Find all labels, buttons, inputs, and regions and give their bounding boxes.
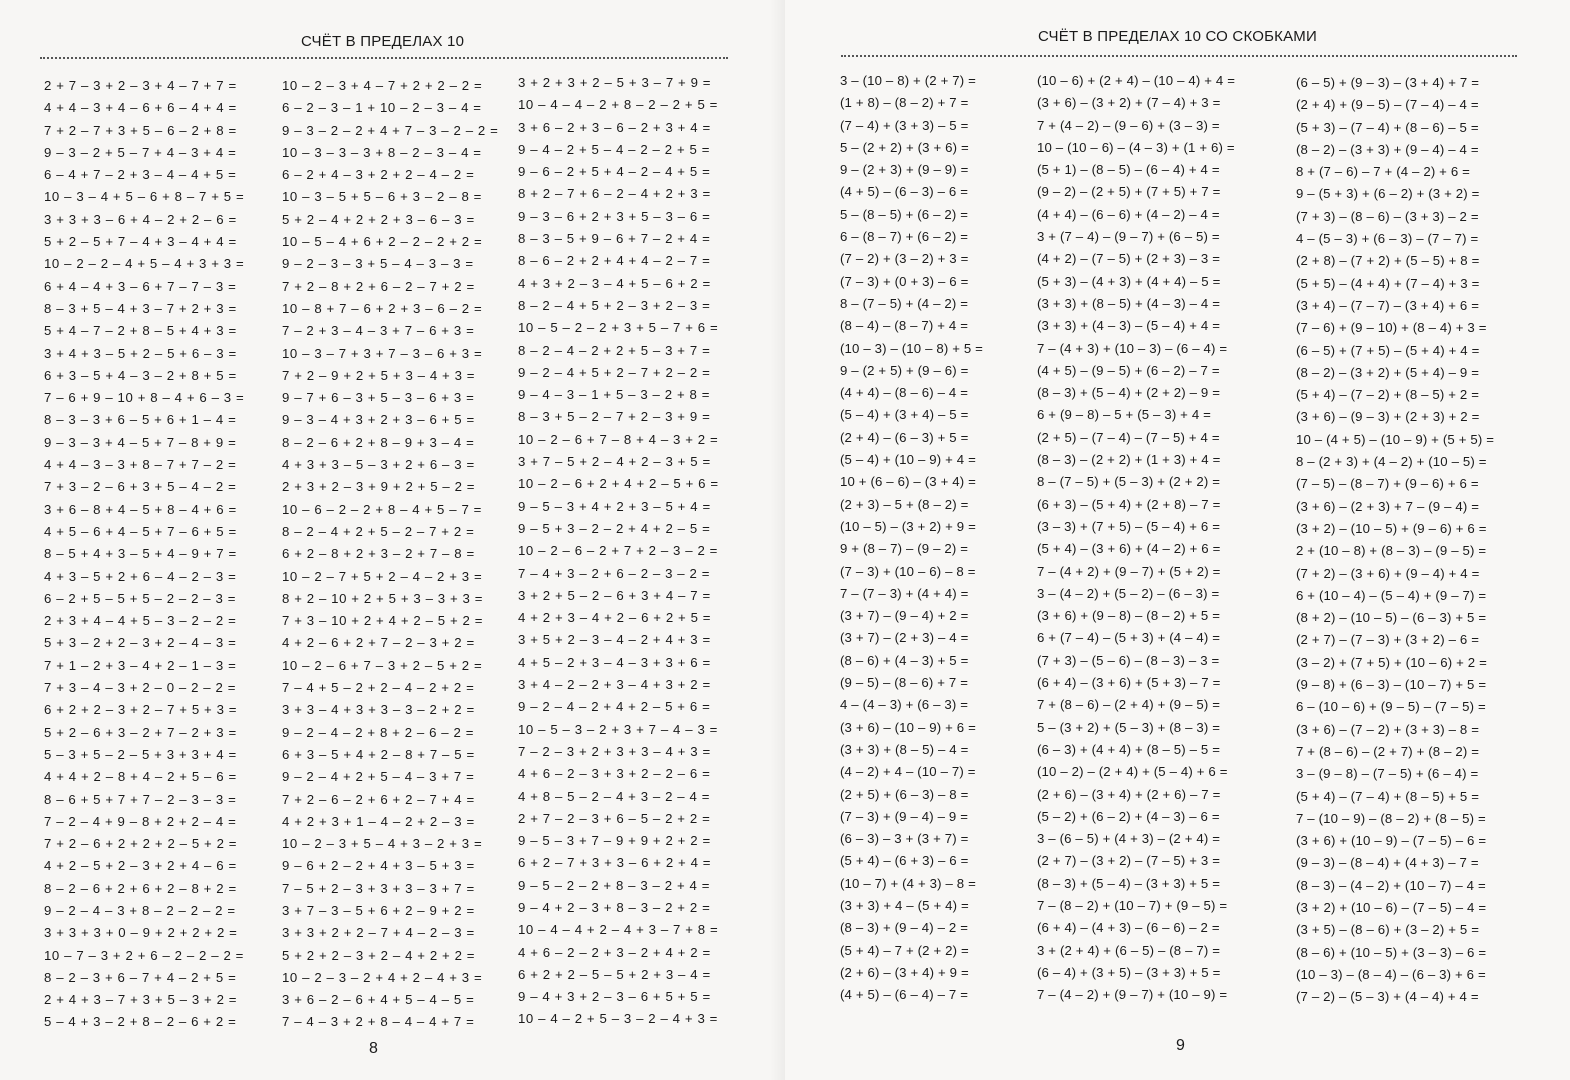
exercise-item: (9 – 2) – (2 + 5) + (7 + 5) + 7 = [1037,184,1221,200]
exercise-item: (7 – 3) + (10 – 6) – 8 = [840,563,976,579]
exercise-item: (3 + 7) – (9 – 4) + 2 = [840,608,969,624]
exercise-item: 7 + 3 – 2 – 6 + 3 + 5 – 4 – 2 = [44,479,237,495]
exercise-item: 10 – (4 + 5) – (10 – 9) + (5 + 5) = [1296,431,1495,447]
exercise-item: 7 + (4 – 2) – (9 – 6) + (3 – 3) = [1037,117,1220,133]
exercise-item: 10 – 3 – 3 – 3 + 8 – 2 – 3 – 4 = [282,144,482,160]
exercise-item: 3 + 7 – 3 – 5 + 6 + 2 – 9 + 2 = [282,902,475,918]
exercise-item: 4 + 4 – 3 + 4 – 6 + 6 – 4 + 4 = [44,100,237,116]
page-number: 9 [1176,1037,1185,1054]
exercise-item: 4 + 2 – 6 + 2 + 7 – 2 – 3 + 2 = [282,635,475,651]
exercise-item: 3 + 3 – 4 + 3 + 3 – 3 – 2 + 2 = [282,702,475,718]
exercise-item: 8 – 3 – 5 + 9 – 6 + 7 – 2 + 4 = [518,231,711,247]
exercise-item: 4 – (5 – 3) + (6 – 3) – (7 – 7) = [1296,231,1479,247]
exercise-item: (7 – 6) + (9 – 10) + (8 – 4) + 3 = [1296,320,1487,336]
exercise-item: (5 – 4) + (10 – 9) + 4 = [840,452,976,468]
exercise-item: 10 – 5 – 3 – 2 + 3 + 7 – 4 – 3 = [518,721,718,737]
exercise-item: (5 – 4) + (3 + 4) – 5 = [840,407,969,423]
exercise-item: 6 – 2 + 4 – 3 + 2 + 2 – 4 – 2 = [282,167,475,183]
exercise-item: 9 – 2 – 4 + 5 + 2 – 7 + 2 – 2 = [518,364,711,380]
exercise-item: 10 – 2 – 7 + 5 + 2 – 4 – 2 + 3 = [282,568,483,584]
exercise-item: (4 + 4) – (8 – 6) – 4 = [840,385,969,401]
exercise-item: 8 – 2 – 6 + 2 + 6 + 2 – 8 + 2 = [44,880,237,896]
exercise-item: 9 – 2 – 4 – 2 + 8 + 2 – 6 – 2 = [282,724,475,740]
exercise-item: 9 – 7 + 6 – 3 + 5 – 3 – 6 + 3 = [282,390,475,406]
exercise-item: (7 – 4) + (3 + 3) – 5 = [840,117,969,133]
exercise-item: 3 + 3 + 3 – 6 + 4 – 2 + 2 – 6 = [44,211,237,227]
exercise-item: 6 + 4 – 4 + 3 – 6 + 7 – 7 – 3 = [44,278,237,294]
exercise-item: (3 + 6) – (9 – 3) + (2 + 3) + 2 = [1296,409,1480,425]
exercise-item: 3 + 6 – 8 + 4 – 5 + 8 – 4 + 6 = [44,501,237,517]
exercise-item: 7 + 2 – 6 – 2 + 6 + 2 – 7 + 4 = [282,791,475,807]
exercise-item: (2 + 5) – (7 – 4) – (7 – 5) + 4 = [1037,429,1220,445]
exercise-item: (7 + 2) – (3 + 6) + (9 – 4) + 4 = [1296,565,1480,581]
exercise-item: (5 + 4) – 7 + (2 + 2) = [840,942,969,958]
exercise-item: (10 – 3) – (10 – 8) + 5 = [840,340,984,356]
page-number: 8 [369,1040,378,1057]
exercise-item: 8 – 3 + 5 – 2 – 7 + 2 – 3 + 9 = [518,409,711,425]
exercise-item: (8 – 3) + (9 – 4) – 2 = [840,920,969,936]
exercise-item: 2 + 7 – 3 + 2 – 3 + 4 – 7 + 7 = [44,78,237,93]
exercise-item: 4 + 6 – 2 – 3 + 3 + 2 – 2 – 6 = [518,766,711,782]
exercise-item: (10 – 2) – (2 + 4) + (5 – 4) + 6 = [1037,764,1228,780]
dotted-divider [841,55,1517,57]
exercise-item: 10 – 5 – 4 + 6 + 2 – 2 – 2 + 2 = [282,234,483,250]
exercise-item: 7 – 5 + 2 – 3 + 3 + 3 – 3 + 7 = [282,880,475,896]
exercise-item: (3 + 3) + (8 – 5) + (4 – 3) – 4 = [1037,295,1221,311]
exercise-item: 7 – 2 + 3 – 4 – 3 + 7 – 6 + 3 = [282,323,475,339]
exercise-item: 10 – 4 – 2 + 5 – 3 – 2 – 4 + 3 = [518,1011,718,1027]
exercise-item: 9 – 3 – 2 + 5 – 7 + 4 – 3 + 4 = [44,144,237,160]
page-title: СЧЁТ В ПРЕДЕЛАХ 10 СО СКОБКАМИ [1038,28,1317,45]
exercise-item: 2 + 7 – 2 – 3 + 6 – 5 – 2 + 2 = [518,810,711,826]
exercise-item: 7 + 2 – 6 + 2 + 2 + 2 – 5 + 2 = [44,836,238,852]
exercise-item: 5 + 2 + 2 – 3 + 2 – 4 + 2 + 2 = [282,947,476,963]
exercise-item: 2 + 3 + 2 – 3 + 9 + 2 + 5 – 2 = [282,479,476,495]
exercise-item: 9 – (5 + 3) + (6 – 2) + (3 + 2) = [1296,186,1480,202]
exercise-item: 9 – (2 + 3) + (9 – 9) = [840,162,969,178]
exercise-item: 3 – (10 – 8) + (2 + 7) = [840,73,976,88]
exercise-item: (8 – 3) + (5 – 4) + (2 + 2) – 9 = [1037,385,1221,401]
exercise-item: (10 – 3) – (8 – 4) – (6 – 3) + 6 = [1296,966,1486,982]
exercise-item: 9 – (2 + 5) + (9 – 6) = [840,362,969,378]
exercise-item: 8 – 5 + 4 + 3 – 5 + 4 – 9 + 7 = [44,546,237,562]
exercise-item: 10 – 2 – 6 + 7 – 8 + 4 – 3 + 2 = [518,431,719,447]
exercise-item: 2 + (10 – 8) + (8 – 3) – (9 – 5) = [1296,543,1487,559]
exercise-item: 8 + 2 – 10 + 2 + 5 + 3 – 3 + 3 = [282,590,484,606]
exercise-item: 7 – 6 + 9 – 10 + 8 – 4 + 6 – 3 = [44,390,245,406]
exercise-item: (3 + 3) + (4 – 3) – (5 – 4) + 4 = [1037,318,1221,334]
exercise-item: 3 + 3 + 3 + 0 – 9 + 2 + 2 + 2 = [44,925,238,941]
exercise-item: (9 – 5) – (8 – 6) + 7 = [840,675,969,691]
exercise-column-3 [518,72,719,1031]
exercise-item: (3 + 3) + (8 – 5) – 4 = [840,741,969,757]
exercise-item: (3 + 6) – (3 + 2) + (7 – 4) + 3 = [1037,95,1221,111]
exercise-item: 8 – 3 + 5 – 4 + 3 – 7 + 2 + 3 = [44,300,237,316]
exercise-item: (10 – 5) – (3 + 2) + 9 = [840,518,976,534]
exercise-item: 3 + 6 – 2 – 6 + 4 + 5 – 4 – 5 = [282,992,475,1008]
exercise-item: 6 + (7 – 4) – (5 + 3) + (4 – 4) = [1037,630,1221,646]
exercise-item: 6 + 3 – 5 + 4 – 3 – 2 + 8 + 5 = [44,367,237,383]
exercise-item: 10 – 4 – 4 – 2 + 8 – 2 – 2 + 5 = [518,97,718,113]
exercise-item: 3 + 4 – 2 – 2 + 3 – 4 + 3 + 2 = [518,677,711,693]
exercise-item: 10 – 8 + 7 – 6 + 2 + 3 – 6 – 2 = [282,300,483,316]
exercise-item: 7 – (4 + 2) + (9 – 7) + (5 + 2) = [1037,563,1221,579]
exercise-item: 9 – 2 – 3 – 3 + 5 – 4 – 3 – 3 = [282,256,474,272]
exercise-item: 7 – 4 + 3 – 2 + 6 – 2 – 3 – 2 = [518,565,711,581]
exercise-item: 4 + 2 + 3 + 1 – 4 – 2 + 2 – 3 = [282,813,475,829]
exercise-item: 4 + 4 + 2 – 8 + 4 – 2 + 5 – 6 = [44,769,237,785]
dotted-divider [40,57,728,59]
exercise-item: 9 – 2 – 4 – 2 + 4 + 2 – 5 + 6 = [518,699,711,715]
exercise-column-1 [44,75,244,1034]
exercise-item: 9 – 3 – 4 + 3 + 2 + 3 – 6 + 5 = [282,412,475,428]
exercise-item: 6 + 2 – 7 + 3 + 3 – 6 + 2 + 4 = [518,855,712,871]
exercise-item: (7 + 3) – (5 – 6) – (8 – 3) – 3 = [1037,652,1220,668]
exercise-item: 6 + 2 + 2 – 5 – 5 + 2 + 3 – 4 = [518,966,711,982]
exercise-item: (5 + 5) – (4 + 4) + (7 – 4) + 3 = [1296,275,1480,291]
exercise-item: 3 + 5 + 2 – 3 – 4 – 2 + 4 + 3 = [518,632,711,648]
exercise-item: 10 – 3 – 7 + 3 + 7 – 3 – 6 + 3 = [282,345,483,361]
exercise-item: (5 + 4) – (7 – 2) + (8 – 5) + 2 = [1296,387,1480,403]
exercise-item: 8 – (2 + 3) + (4 – 2) + (10 – 5) = [1296,454,1487,470]
exercise-item: (8 – 2) – (3 + 2) + (5 + 4) – 9 = [1296,364,1480,380]
exercise-item: 4 + 4 – 3 – 3 + 8 – 7 + 7 – 2 = [44,457,237,473]
exercise-item: 9 + (8 – 7) – (9 – 2) = [840,541,969,557]
exercise-item: (6 – 4) + (3 + 5) – (3 + 3) + 5 = [1037,964,1221,980]
exercise-item: (4 + 5) – (9 – 5) + (6 – 2) – 7 = [1037,362,1220,378]
exercise-item: (3 + 4) – (7 – 7) – (3 + 4) + 6 = [1296,297,1480,313]
exercise-item: (2 + 5) + (6 – 3) – 8 = [840,786,969,802]
exercise-item: 6 – 2 + 5 – 5 + 5 – 2 – 2 – 3 = [44,590,237,606]
exercise-column-1 [840,70,983,1006]
exercise-item: 7 + 3 – 10 + 2 + 4 + 2 – 5 + 2 = [282,613,484,629]
exercise-item: 7 + 2 – 7 + 3 + 5 – 6 – 2 + 8 = [44,122,237,138]
exercise-item: (3 + 7) – (2 + 3) – 4 = [840,630,969,646]
exercise-item: 10 + (6 – 6) – (3 + 4) = [840,474,976,490]
exercise-column-2 [1037,70,1235,1006]
exercise-item: (4 – 2) + 4 – (10 – 7) = [840,764,976,780]
exercise-item: (9 – 3) – (8 – 4) + (4 + 3) – 7 = [1296,855,1479,871]
exercise-item: 9 – 6 + 2 – 2 + 4 + 3 – 5 + 3 = [282,858,475,874]
exercise-item: 5 + 4 – 7 – 2 + 8 – 5 + 4 + 3 = [44,323,237,339]
exercise-item: 3 + 6 – 2 + 3 – 6 – 2 + 3 + 4 = [518,119,711,135]
exercise-item: 6 + (10 – 4) – (5 – 4) + (9 – 7) = [1296,587,1487,603]
exercise-item: (5 + 4) – (6 + 3) – 6 = [840,853,969,869]
exercise-item: 8 + 2 – 7 + 6 – 2 – 4 + 2 + 3 = [518,186,711,202]
exercise-item: 8 – 2 – 6 + 2 + 8 – 9 + 3 – 4 = [282,434,475,450]
exercise-item: (2 + 7) – (7 – 3) + (3 + 2) – 6 = [1296,632,1480,648]
exercise-column-3 [1296,72,1494,1008]
exercise-item: 4 + 6 – 2 – 2 + 3 – 2 + 4 + 2 = [518,944,711,960]
exercise-item: 7 + (8 – 6) – (2 + 7) + (8 – 2) = [1296,743,1480,759]
exercise-item: (3 + 2) + (10 – 6) – (7 – 5) – 4 = [1296,899,1487,915]
exercise-item: 3 – (6 – 5) + (4 + 3) – (2 + 4) = [1037,831,1221,847]
page-title: СЧЁТ В ПРЕДЕЛАХ 10 [301,33,465,50]
exercise-item: 4 + 3 + 3 – 5 – 3 + 2 + 6 – 3 = [282,457,475,473]
exercise-item: 5 – (2 + 2) + (3 + 6) = [840,139,969,155]
exercise-item: 8 – 6 – 2 + 2 + 4 + 4 – 2 – 7 = [518,253,711,269]
exercise-item: 5 – (3 + 2) + (5 – 3) + (8 – 3) = [1037,719,1221,735]
exercise-item: 7 – 4 + 5 – 2 + 2 – 4 – 2 + 2 = [282,680,475,696]
exercise-item: 6 – 4 + 7 – 2 + 3 – 4 – 4 + 5 = [44,167,237,183]
exercise-item: (3 + 6) – (7 – 2) + (3 + 3) – 8 = [1296,721,1480,737]
exercise-item: 7 – (10 – 9) – (8 – 2) + (8 – 5) = [1296,810,1486,826]
exercise-item: (6 – 3) – 3 + (3 + 7) = [840,831,969,847]
exercise-item: 7 + 2 – 9 + 2 + 5 + 3 – 4 + 3 = [282,367,476,383]
exercise-item: 4 + 2 – 5 + 2 – 3 + 2 + 4 – 6 = [44,858,237,874]
exercise-item: 9 – 3 – 2 – 2 + 4 + 7 – 3 – 2 – 2 = [282,122,499,138]
exercise-item: 6 + (9 – 8) – 5 + (5 – 3) + 4 = [1037,407,1211,423]
exercise-item: 10 – 6 – 2 – 2 + 8 – 4 + 5 – 7 = [282,501,482,517]
exercise-item: (2 + 7) – (3 + 2) – (7 – 5) + 3 = [1037,853,1221,869]
exercise-item: 10 – 4 – 4 + 2 – 4 + 3 – 7 + 8 = [518,922,719,938]
exercise-item: 10 – 3 – 5 + 5 – 6 + 3 – 2 – 8 = [282,189,482,205]
exercise-item: 3 + 2 + 5 – 2 – 6 + 3 + 4 – 7 = [518,587,711,603]
exercise-item: 7 – 2 – 4 + 9 – 8 + 2 + 2 – 4 = [44,813,237,829]
exercise-item: (3 – 2) + (7 + 5) + (10 – 6) + 2 = [1296,654,1487,670]
exercise-item: 4 + 2 + 3 – 4 + 2 – 6 + 2 + 5 = [518,610,712,626]
exercise-item: (5 + 4) – (7 – 4) + (8 – 5) + 5 = [1296,788,1480,804]
exercise-item: 7 – (7 – 3) + (4 + 4) = [840,585,969,601]
exercise-item: 7 – 2 – 3 + 2 + 3 + 3 – 4 + 3 = [518,743,711,759]
exercise-item: (5 + 1) – (8 – 5) – (6 – 4) + 4 = [1037,162,1220,178]
exercise-item: 10 – 2 – 6 – 2 + 7 + 2 – 3 – 2 = [518,543,718,559]
exercise-item: 8 – 2 – 4 + 2 + 5 – 2 – 7 + 2 = [282,523,475,539]
exercise-item: (4 + 4) – (6 – 6) + (4 – 2) – 4 = [1037,206,1220,222]
exercise-item: (10 – 6) + (2 + 4) – (10 – 4) + 4 = [1037,73,1236,88]
exercise-item: 2 + 4 + 3 – 7 + 3 + 5 – 3 + 2 = [44,992,238,1008]
exercise-item: (7 – 2) – (5 – 3) + (4 – 4) + 4 = [1296,989,1479,1005]
exercise-item: 5 + 3 – 2 + 2 – 3 + 2 – 4 – 3 = [44,635,237,651]
exercise-item: (3 – 3) + (7 + 5) – (5 – 4) + 6 = [1037,518,1221,534]
exercise-item: 3 + (2 + 4) + (6 – 5) – (8 – 7) = [1037,942,1221,958]
exercise-item: (4 + 5) – (6 – 3) – 6 = [840,184,969,200]
exercise-item: 8 – 2 – 4 – 2 + 2 + 5 – 3 + 7 = [518,342,711,358]
exercise-item: 8 – 2 – 4 + 5 + 2 – 3 + 2 – 3 = [518,297,711,313]
exercise-item: 10 – 2 – 6 + 7 – 3 + 2 – 5 + 2 = [282,657,483,673]
exercise-item: (3 + 3) + 4 – (5 + 4) = [840,897,969,913]
exercise-item: 8 + (7 – 6) – 7 + (4 – 2) + 6 = [1296,164,1470,180]
exercise-item: 7 – (4 – 2) + (9 – 7) + (10 – 9) = [1037,987,1228,1003]
exercise-item: 3 + (7 – 4) – (9 – 7) + (6 – 5) = [1037,229,1220,245]
exercise-item: 8 – 2 – 3 + 6 – 7 + 4 – 2 + 5 = [44,969,237,985]
exercise-item: 10 – 2 – 3 + 5 – 4 + 3 – 2 + 3 = [282,836,483,852]
exercise-item: (2 + 8) – (7 + 2) + (5 – 5) + 8 = [1296,253,1480,269]
exercise-item: (8 – 2) – (3 + 3) + (9 – 4) – 4 = [1296,141,1479,157]
exercise-item: (2 + 6) – (3 + 4) + (2 + 6) – 7 = [1037,786,1221,802]
exercise-item: 2 + 3 + 4 – 4 + 5 – 3 – 2 – 2 = [44,613,237,629]
exercise-item: (4 + 5) – (6 – 4) – 7 = [840,987,969,1003]
exercise-item: 7 + 3 – 4 – 3 + 2 – 0 – 2 – 2 = [44,680,237,696]
exercise-item: 8 – (7 – 5) + (4 – 2) = [840,295,969,311]
exercise-item: 3 + 7 – 5 + 2 – 4 + 2 – 3 + 5 = [518,454,711,470]
exercise-item: (8 – 3) – (4 – 2) + (10 – 7) – 4 = [1296,877,1486,893]
exercise-item: 6 – 2 – 3 – 1 + 10 – 2 – 3 – 4 = [282,100,482,116]
exercise-item: 10 – 7 – 3 + 2 + 6 – 2 – 2 – 2 = [44,947,244,963]
exercise-item: 7 – (4 + 3) + (10 – 3) – (6 – 4) = [1037,340,1228,356]
exercise-item: (4 + 2) – (7 – 5) + (2 + 3) – 3 = [1037,251,1221,267]
exercise-item: (6 – 3) + (4 + 4) + (8 – 5) – 5 = [1037,741,1221,757]
exercise-item: 9 – 4 + 3 + 2 – 3 – 6 + 5 + 5 = [518,989,711,1005]
exercise-item: 9 – 4 – 3 – 1 + 5 – 3 – 2 + 8 = [518,387,711,403]
exercise-item: 8 – 6 + 5 + 7 + 7 – 2 – 3 – 3 = [44,791,237,807]
exercise-item: 7 + 2 – 8 + 2 + 6 – 2 – 7 + 2 = [282,278,475,294]
exercise-item: 7 + (8 – 6) – (2 + 4) + (9 – 5) = [1037,697,1221,713]
exercise-item: 6 – (8 – 7) + (6 – 2) = [840,229,969,245]
exercise-item: (3 + 5) – (8 – 6) + (3 – 2) + 5 = [1296,922,1480,938]
exercise-item: 6 + 2 + 2 – 3 + 2 – 7 + 5 + 3 = [44,702,238,718]
exercise-item: 5 – 3 + 5 – 2 – 5 + 3 + 3 + 4 = [44,746,237,762]
exercise-item: 9 – 5 – 3 + 4 + 2 + 3 – 5 + 4 = [518,498,711,514]
exercise-item: (10 – 7) + (4 + 3) – 8 = [840,875,976,891]
exercise-item: (7 – 5) – (8 – 7) + (9 – 6) + 6 = [1296,476,1479,492]
exercise-item: (9 – 8) + (6 – 3) – (10 – 7) + 5 = [1296,677,1487,693]
exercise-item: (8 – 3) – (2 + 2) + (1 + 3) + 4 = [1037,452,1221,468]
exercise-item: 9 – 6 – 2 + 5 + 4 – 2 – 4 + 5 = [518,164,711,180]
exercise-item: 6 + 2 – 8 + 2 + 3 – 2 + 7 – 8 = [282,546,475,562]
exercise-item: 4 + 3 – 5 + 2 + 6 – 4 – 2 – 3 = [44,568,237,584]
exercise-item: (7 – 3) + (9 – 4) – 9 = [840,808,969,824]
exercise-item: 3 + 4 + 3 – 5 + 2 – 5 + 6 – 3 = [44,345,237,361]
exercise-item: (3 + 6) – (10 – 9) + 6 = [840,719,976,735]
exercise-item: (8 – 6) + (4 – 3) + 5 = [840,652,969,668]
exercise-item: (7 – 2) + (3 – 2) + 3 = [840,251,969,267]
exercise-item: 9 – 2 – 4 – 3 + 8 – 2 – 2 – 2 = [44,902,236,918]
exercise-item: 3 – (9 – 8) – (7 – 5) + (6 – 4) = [1296,766,1479,782]
exercise-item: (7 + 3) – (8 – 6) – (3 + 3) – 2 = [1296,208,1479,224]
exercise-item: 3 – (4 – 2) + (5 – 2) – (6 – 3) = [1037,585,1220,601]
exercise-item: 4 + 8 – 5 – 2 – 4 + 3 – 2 – 4 = [518,788,711,804]
exercise-item: (8 – 4) – (8 – 7) + 4 = [840,318,969,334]
exercise-item: (8 – 6) + (10 – 5) + (3 – 3) – 6 = [1296,944,1487,960]
exercise-item: 10 – 2 – 2 – 4 + 5 – 4 + 3 + 3 = [44,256,245,272]
exercise-item: 4 + 3 + 2 – 3 – 4 + 5 – 6 + 2 = [518,275,711,291]
exercise-item: (5 + 4) – (3 + 6) + (4 – 2) + 6 = [1037,541,1221,557]
exercise-item: (8 – 3) + (5 – 4) – (3 + 3) + 5 = [1037,875,1221,891]
exercise-item: (7 – 3) + (0 + 3) – 6 = [840,273,969,289]
exercise-item: (6 + 4) – (4 + 3) – (6 – 6) – 2 = [1037,920,1220,936]
exercise-item: 9 – 3 – 6 + 2 + 3 + 5 – 3 – 6 = [518,208,711,224]
exercise-item: 7 – (8 – 2) + (10 – 7) + (9 – 5) = [1037,897,1228,913]
exercise-item: (2 + 3) – 5 + (8 – 2) = [840,496,969,512]
exercise-item: 6 + 3 – 5 + 4 + 2 – 8 + 7 – 5 = [282,746,475,762]
exercise-item: 7 – 4 – 3 + 2 + 8 – 4 – 4 + 7 = [282,1014,475,1030]
exercise-item: (3 + 6) + (9 – 8) – (8 – 2) + 5 = [1037,608,1221,624]
exercise-item: (8 + 2) – (10 – 5) – (6 – 3) + 5 = [1296,610,1487,626]
exercise-item: (2 + 4) – (6 – 3) + 5 = [840,429,969,445]
exercise-item: 3 + 2 + 3 + 2 – 5 + 3 – 7 + 9 = [518,75,712,90]
exercise-item: (2 + 4) + (9 – 5) – (7 – 4) – 4 = [1296,97,1479,113]
exercise-item: 10 – 2 – 6 + 2 + 4 + 2 – 5 + 6 = [518,476,719,492]
exercise-item: 9 – 2 – 4 + 2 + 5 – 4 – 3 + 7 = [282,769,475,785]
exercise-item: 9 – 5 + 3 – 2 – 2 + 4 + 2 – 5 = [518,520,711,536]
exercise-item: 4 + 5 – 2 + 3 – 4 – 3 + 3 + 6 = [518,654,711,670]
exercise-item: (6 + 3) – (5 + 4) + (2 + 8) – 7 = [1037,496,1221,512]
exercise-item: (6 + 4) – (3 + 6) + (5 + 3) – 7 = [1037,675,1221,691]
exercise-item: 10 – 5 – 2 – 2 + 3 + 5 – 7 + 6 = [518,320,719,336]
exercise-item: 5 – (8 – 5) + (6 – 2) = [840,206,969,222]
exercise-item: 3 + 3 + 2 + 2 – 7 + 4 – 2 – 3 = [282,925,475,941]
exercise-item: 10 – 3 – 4 + 5 – 6 + 8 – 7 + 5 = [44,189,245,205]
exercise-item: 10 – 2 – 3 + 4 – 7 + 2 + 2 – 2 = [282,78,483,93]
exercise-item: (5 + 3) – (7 – 4) + (8 – 6) – 5 = [1296,119,1479,135]
exercise-item: 8 – 3 – 3 + 6 – 5 + 6 + 1 – 4 = [44,412,237,428]
exercise-item: (3 + 6) – (2 + 3) + 7 – (9 – 4) = [1296,498,1480,514]
exercise-item: (5 – 2) + (6 – 2) + (4 – 3) – 6 = [1037,808,1220,824]
exercise-item: 5 + 2 – 4 + 2 + 2 + 3 – 6 – 3 = [282,211,475,227]
exercise-item: 9 – 5 – 2 – 2 + 8 – 3 – 2 + 4 = [518,877,711,893]
exercise-item: 8 – (7 – 5) + (5 – 3) + (2 + 2) = [1037,474,1221,490]
exercise-item: 7 + 1 – 2 + 3 – 4 + 2 – 1 – 3 = [44,657,237,673]
page-right [785,0,1570,1080]
exercise-item: (3 + 6) + (10 – 9) – (7 – 5) – 6 = [1296,833,1487,849]
exercise-item: (1 + 8) – (8 – 2) + 7 = [840,95,969,111]
exercise-item: 5 + 2 – 6 + 3 – 2 + 7 – 2 + 3 = [44,724,237,740]
exercise-item: (5 + 3) – (4 + 3) + (4 + 4) – 5 = [1037,273,1221,289]
exercise-item: (6 – 5) + (9 – 3) – (3 + 4) + 7 = [1296,75,1480,90]
exercise-item: 4 + 5 – 6 + 4 – 5 + 7 – 6 + 5 = [44,523,237,539]
exercise-item: 9 – 4 + 2 – 3 + 8 – 3 – 2 + 2 = [518,899,711,915]
exercise-item: (3 + 2) – (10 – 5) + (9 – 6) + 6 = [1296,520,1487,536]
exercise-item: 10 – 2 – 3 – 2 + 4 + 2 – 4 + 3 = [282,969,483,985]
exercise-item: (6 – 5) + (7 + 5) – (5 + 4) + 4 = [1296,342,1480,358]
exercise-column-2 [282,75,498,1034]
exercise-item: 4 – (4 – 3) + (6 – 3) = [840,697,969,713]
exercise-item: 9 – 3 – 3 + 4 – 5 + 7 – 8 + 9 = [44,434,237,450]
exercise-item: 9 – 5 – 3 + 7 – 9 + 9 + 2 + 2 = [518,833,711,849]
exercise-item: 6 – (10 – 6) + (9 – 5) – (7 – 5) = [1296,699,1486,715]
exercise-item: (2 + 6) – (3 + 4) + 9 = [840,964,969,980]
exercise-item: 5 + 2 – 5 + 7 – 4 + 3 – 4 + 4 = [44,234,237,250]
exercise-item: 5 – 4 + 3 – 2 + 8 – 2 – 6 + 2 = [44,1014,237,1030]
exercise-item: 10 – (10 – 6) – (4 – 3) + (1 + 6) = [1037,139,1235,155]
exercise-item: 9 – 4 – 2 + 5 – 4 – 2 – 2 + 5 = [518,141,711,157]
